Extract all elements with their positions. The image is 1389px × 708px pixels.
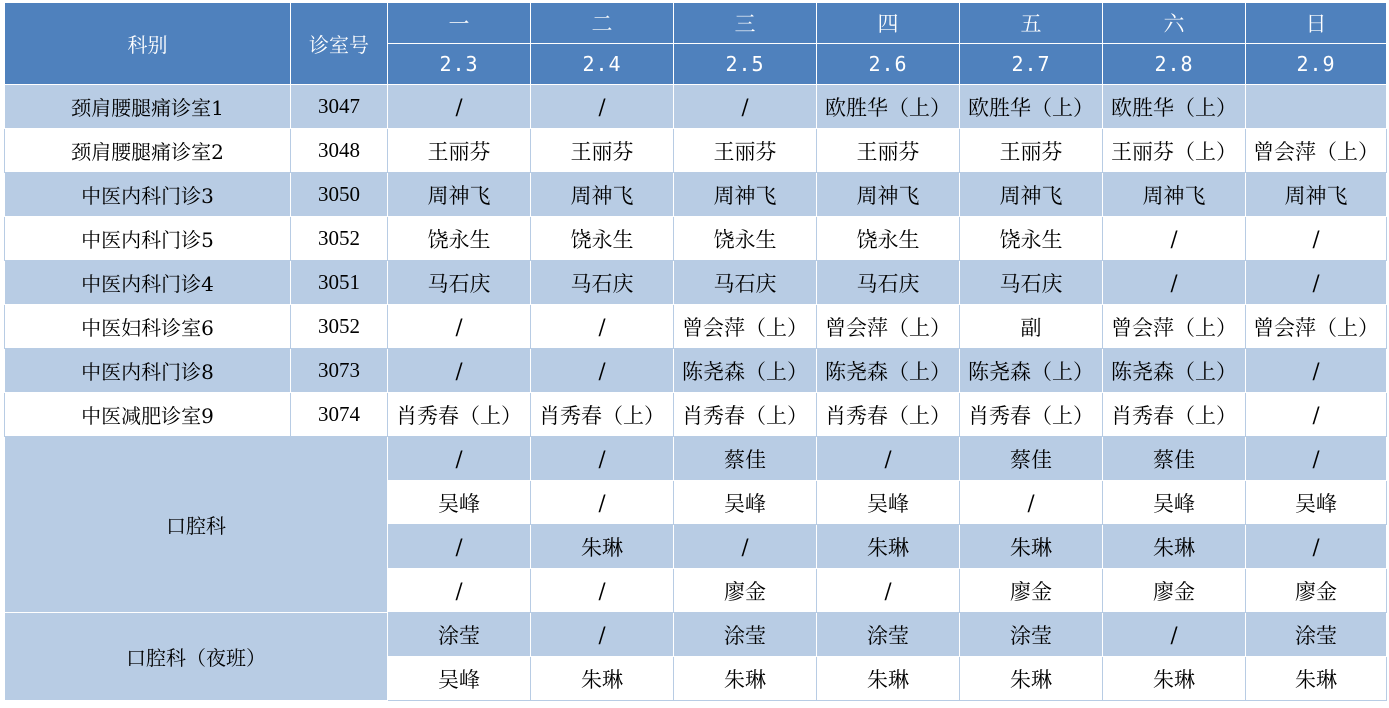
doctor-cell: 蔡佳 [1103,437,1246,481]
dept-name-cell: 口腔科 [5,437,388,613]
table-body [5,85,1387,701]
doctor-cell: 肖秀春（上） [817,393,960,437]
doctor-cell: / [531,437,674,481]
date-header: 2.4 [531,44,674,85]
doctor-cell: 周神飞 [817,173,960,217]
doctor-cell: 王丽芬（上） [1103,129,1246,173]
doctor-cell: 周神飞 [1246,173,1387,217]
doctor-cell: / [388,569,531,613]
table-row [5,613,1387,657]
room-number-cell: 3074 [291,393,388,437]
doctor-cell: 朱琳 [674,657,817,701]
doctor-cell: / [1103,613,1246,657]
doctor-cell: 马石庆 [960,261,1103,305]
weekday-header: 五 [960,3,1103,44]
doctor-cell: 马石庆 [531,261,674,305]
doctor-cell: 吴峰 [388,481,531,525]
doctor-cell: 陈尧森（上） [1103,349,1246,393]
doctor-cell: 朱琳 [960,657,1103,701]
doctor-cell: / [1246,261,1387,305]
doctor-cell: 涂莹 [817,613,960,657]
dept-name-cell: 中医内科门诊3 [5,173,291,217]
date-header: 2.6 [817,44,960,85]
doctor-cell: 马石庆 [817,261,960,305]
doctor-cell: 曾会萍（上） [1246,129,1387,173]
doctor-cell: 廖金 [1246,569,1387,613]
doctor-cell: 廖金 [1103,569,1246,613]
doctor-cell: / [388,349,531,393]
room-number-cell: 3047 [291,85,388,129]
room-number-cell: 3073 [291,349,388,393]
doctor-cell: / [388,525,531,569]
table-header [5,3,1387,85]
doctor-cell [1246,85,1387,129]
doctor-cell: 饶永生 [817,217,960,261]
doctor-cell: 吴峰 [674,481,817,525]
doctor-cell: 朱琳 [1103,525,1246,569]
doctor-cell: 周神飞 [960,173,1103,217]
doctor-cell: / [388,85,531,129]
doctor-cell: 陈尧森（上） [817,349,960,393]
table-row [5,393,1387,437]
doctor-cell: 曾会萍（上） [1246,305,1387,349]
weekday-header: 六 [1103,3,1246,44]
dept-name-cell: 中医妇科诊室6 [5,305,291,349]
duty-schedule-table [4,2,1387,701]
room-number-cell: 3050 [291,173,388,217]
doctor-cell: 肖秀春（上） [388,393,531,437]
weekday-header: 一 [388,3,531,44]
room-number-cell: 3048 [291,129,388,173]
doctor-cell: 陈尧森（上） [674,349,817,393]
doctor-cell: / [531,85,674,129]
date-header: 2.7 [960,44,1103,85]
dept-name-cell: 颈肩腰腿痛诊室2 [5,129,291,173]
table-row [5,129,1387,173]
doctor-cell: 廖金 [960,569,1103,613]
doctor-cell: 涂莹 [960,613,1103,657]
doctor-cell: 蔡佳 [674,437,817,481]
weekday-header: 二 [531,3,674,44]
doctor-cell: 副 [960,305,1103,349]
doctor-cell: 涂莹 [388,613,531,657]
doctor-cell: / [1246,217,1387,261]
doctor-cell: / [531,481,674,525]
dept-name-cell: 中医内科门诊8 [5,349,291,393]
weekday-header: 日 [1246,3,1387,44]
doctor-cell: / [1103,217,1246,261]
doctor-cell: / [1246,437,1387,481]
doctor-cell: 朱琳 [960,525,1103,569]
doctor-cell: 马石庆 [674,261,817,305]
weekday-header: 四 [817,3,960,44]
doctor-cell: 朱琳 [531,525,674,569]
doctor-cell: 曾会萍（上） [817,305,960,349]
doctor-cell: 吴峰 [1103,481,1246,525]
doctor-cell: 朱琳 [1103,657,1246,701]
doctor-cell: 欧胜华（上） [1103,85,1246,129]
doctor-cell: / [817,437,960,481]
doctor-cell: 陈尧森（上） [960,349,1103,393]
dept-name-cell: 中医内科门诊5 [5,217,291,261]
doctor-cell: 肖秀春（上） [1103,393,1246,437]
doctor-cell: / [1246,349,1387,393]
table-row [5,217,1387,261]
doctor-cell: / [1103,261,1246,305]
date-header: 2.5 [674,44,817,85]
doctor-cell: / [674,525,817,569]
doctor-cell: 廖金 [674,569,817,613]
dept-column-header: 科别 [5,3,291,85]
doctor-cell: 王丽芬 [674,129,817,173]
doctor-cell: 周神飞 [674,173,817,217]
room-column-header: 诊室号 [291,3,388,85]
doctor-cell: / [388,305,531,349]
doctor-cell: 涂莹 [674,613,817,657]
doctor-cell: 王丽芬 [531,129,674,173]
doctor-cell: 曾会萍（上） [674,305,817,349]
doctor-cell: / [960,481,1103,525]
table-row [5,85,1387,129]
doctor-cell: 周神飞 [388,173,531,217]
doctor-cell: / [531,569,674,613]
doctor-cell: 欧胜华（上） [817,85,960,129]
room-number-cell: 3051 [291,261,388,305]
room-number-cell: 3052 [291,305,388,349]
date-header: 2.3 [388,44,531,85]
weekday-header: 三 [674,3,817,44]
room-number-cell: 3052 [291,217,388,261]
doctor-cell: / [674,85,817,129]
doctor-cell: / [531,305,674,349]
doctor-cell: 欧胜华（上） [960,85,1103,129]
doctor-cell: 周神飞 [1103,173,1246,217]
doctor-cell: 饶永生 [388,217,531,261]
doctor-cell: 朱琳 [531,657,674,701]
date-header: 2.9 [1246,44,1387,85]
doctor-cell: 吴峰 [388,657,531,701]
dept-name-cell: 中医内科门诊4 [5,261,291,305]
doctor-cell: 肖秀春（上） [960,393,1103,437]
doctor-cell: 周神飞 [531,173,674,217]
doctor-cell: 曾会萍（上） [1103,305,1246,349]
doctor-cell: 王丽芬 [960,129,1103,173]
doctor-cell: 朱琳 [1246,657,1387,701]
date-header: 2.8 [1103,44,1246,85]
doctor-cell: 涂莹 [1246,613,1387,657]
doctor-cell: 饶永生 [674,217,817,261]
doctor-cell: / [1246,525,1387,569]
doctor-cell: 肖秀春（上） [531,393,674,437]
dept-name-cell: 口腔科（夜班） [5,613,388,701]
doctor-cell: 肖秀春（上） [674,393,817,437]
doctor-cell: 蔡佳 [960,437,1103,481]
doctor-cell: 朱琳 [817,525,960,569]
doctor-cell: 王丽芬 [388,129,531,173]
doctor-cell: / [388,437,531,481]
doctor-cell: 马石庆 [388,261,531,305]
doctor-cell: 吴峰 [817,481,960,525]
doctor-cell: / [531,613,674,657]
dept-name-cell: 颈肩腰腿痛诊室1 [5,85,291,129]
doctor-cell: / [1246,393,1387,437]
table-row [5,173,1387,217]
table-row [5,437,1387,481]
table-row [5,305,1387,349]
doctor-cell: 饶永生 [960,217,1103,261]
doctor-cell: / [817,569,960,613]
table-row [5,349,1387,393]
table-row [5,261,1387,305]
doctor-cell: 朱琳 [817,657,960,701]
doctor-cell: / [531,349,674,393]
dept-name-cell: 中医减肥诊室9 [5,393,291,437]
doctor-cell: 王丽芬 [817,129,960,173]
doctor-cell: 吴峰 [1246,481,1387,525]
doctor-cell: 饶永生 [531,217,674,261]
